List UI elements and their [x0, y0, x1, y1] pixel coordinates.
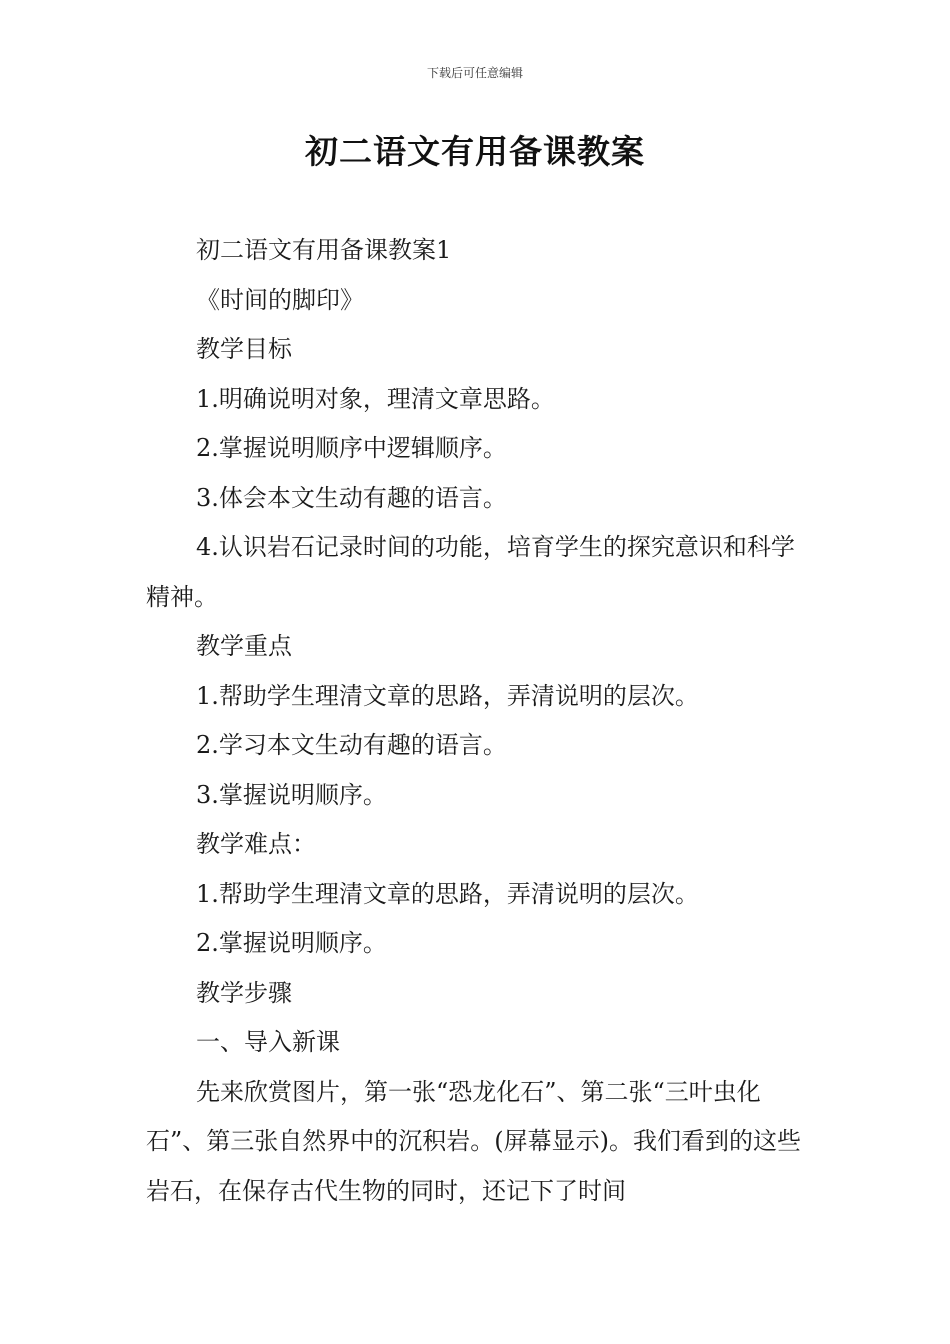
paragraph: 教学重点	[196, 632, 292, 660]
document-body	[146, 226, 810, 1216]
paragraph: 教学目标	[196, 335, 292, 363]
paragraph: 4.认识岩石记录时间的功能，培育学生的探究意识和科学精神。	[146, 533, 795, 611]
paragraph: 3.掌握说明顺序。	[196, 780, 387, 809]
paragraph: 初二语文有用备课教案1	[196, 236, 452, 264]
paragraph: 1.帮助学生理清文章的思路，弄清说明的层次。	[196, 879, 699, 908]
paragraph: 2.掌握说明顺序中逻辑顺序。	[196, 434, 507, 462]
paragraph: 教学步骤	[196, 978, 292, 1007]
paragraph: 2.掌握说明顺序。	[196, 929, 387, 957]
paragraph: 《时间的脚印》	[196, 285, 364, 314]
paragraph: 教学难点：	[196, 830, 316, 858]
paragraph: 3.体会本文生动有趣的语言。	[196, 483, 507, 512]
paragraph: 2.学习本文生动有趣的语言。	[196, 731, 507, 759]
document-title: 初二语文有用备课教案	[305, 132, 645, 171]
header-note: 下载后可任意编辑	[426, 66, 523, 80]
paragraph: 1.明确说明对象，理清文章思路。	[196, 384, 555, 413]
paragraph: 先来欣赏图片，第一张“恐龙化石”、第二张“三叶虫化石”、第三张自然界中的沉积岩。(屏幕显示)。我们看到的这些岩石，在保存古代生物的同时，还记下了时间	[146, 1077, 801, 1205]
paragraph: 1.帮助学生理清文章的思路，弄清说明的层次。	[196, 681, 699, 710]
paragraph: 一、导入新课	[196, 1028, 340, 1056]
